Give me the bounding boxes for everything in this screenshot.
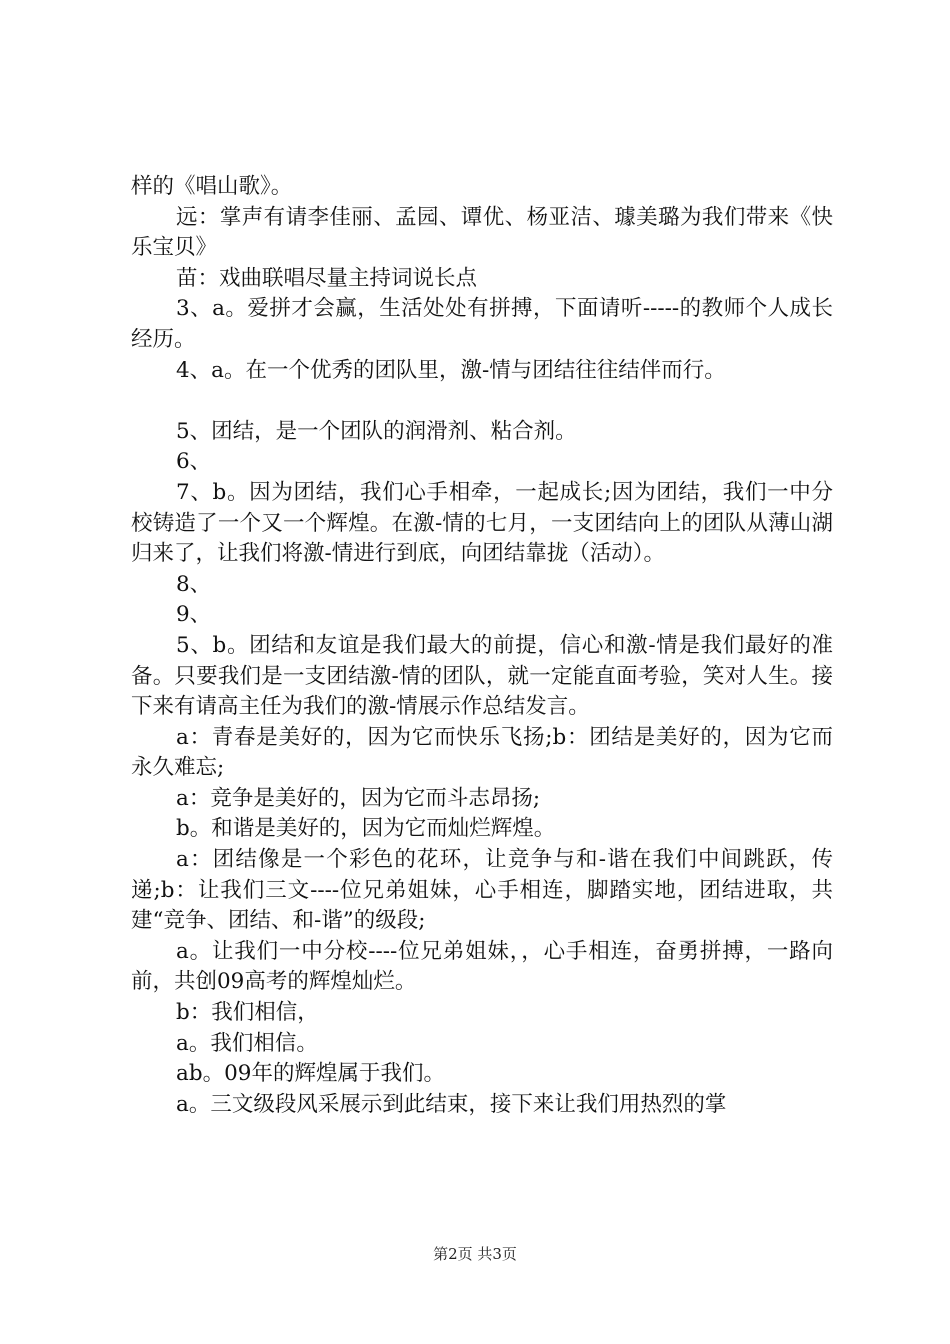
paragraph-7: 6、 [176, 449, 212, 475]
page-footer: 第2页 共3页 [433, 1245, 517, 1263]
paragraph-19: ab。09年的辉煌属于我们。 [176, 1061, 445, 1087]
paragraph-18: a。我们相信。 [176, 1030, 318, 1056]
paragraph-6: 5、团结，是一个团队的润滑剂、粘合剂。 [176, 418, 577, 444]
paragraph-15: a：团结像是一个彩色的花环，让竞争与和-谐在我们中间跳跃，传递;b：让我们三文----位兄弟姐妹，心手相连，脚踏实地，团结进取，共建“竞争、团结、和-谐”的级段; [131, 847, 833, 934]
body-text [131, 172, 833, 1120]
paragraph-10: 9、 [176, 602, 212, 628]
blank-line [131, 386, 833, 417]
paragraph-12: a：青春是美好的，因为它而快乐飞扬;b：团结是美好的，因为它而永久难忘; [131, 724, 833, 781]
paragraph-9: 8、 [176, 571, 212, 597]
paragraph-4: 3、a。爱拼才会赢，生活处处有拼搏，下面请听-----的教师个人成长经历。 [131, 296, 833, 352]
paragraph-5: 4、a。在一个优秀的团队里，激-情与团结往往结伴而行。 [176, 357, 726, 383]
paragraph-20: a。三文级段风采展示到此结束，接下来让我们用热烈的掌 [176, 1091, 727, 1117]
paragraph-1: 样的《唱山歌》。 [131, 174, 293, 199]
paragraph-8: 7、b。因为团结，我们心手相牵，一起成长;因为团结，我们一中分校铸造了一个又一个辉煌。在激-情的七月，一支团结向上的团队从薄山湖归来了，让我们将激-情进行到底，向团结靠拢（活动）。 [131, 479, 833, 567]
paragraph-17: b：我们相信， [176, 1000, 319, 1026]
paragraph-14: b。和谐是美好的，因为它而灿烂辉煌。 [176, 816, 556, 842]
paragraph-11: 5、b。团结和友谊是我们最大的前提，信心和激-情是我们最好的准备。只要我们是一支团结激-情的团队，就一定能直面考验，笑对人生。接下来有请高主任为我们的激-情展示作总结发言。 [131, 632, 833, 720]
paragraph-2: 远：掌声有请李佳丽、孟园、谭优、杨亚洁、璩美璐为我们带来《快乐宝贝》 [131, 204, 833, 261]
paragraph-13: a：竞争是美好的，因为它而斗志昂扬; [176, 785, 541, 811]
paragraph-3: 苗：戏曲联唱尽量主持词说长点 [176, 265, 478, 291]
paragraph-16: a。让我们一中分校----位兄弟姐妹，，心手相连，奋勇拼搏，一路向前，共创09高考的辉煌灿烂。 [131, 938, 833, 995]
